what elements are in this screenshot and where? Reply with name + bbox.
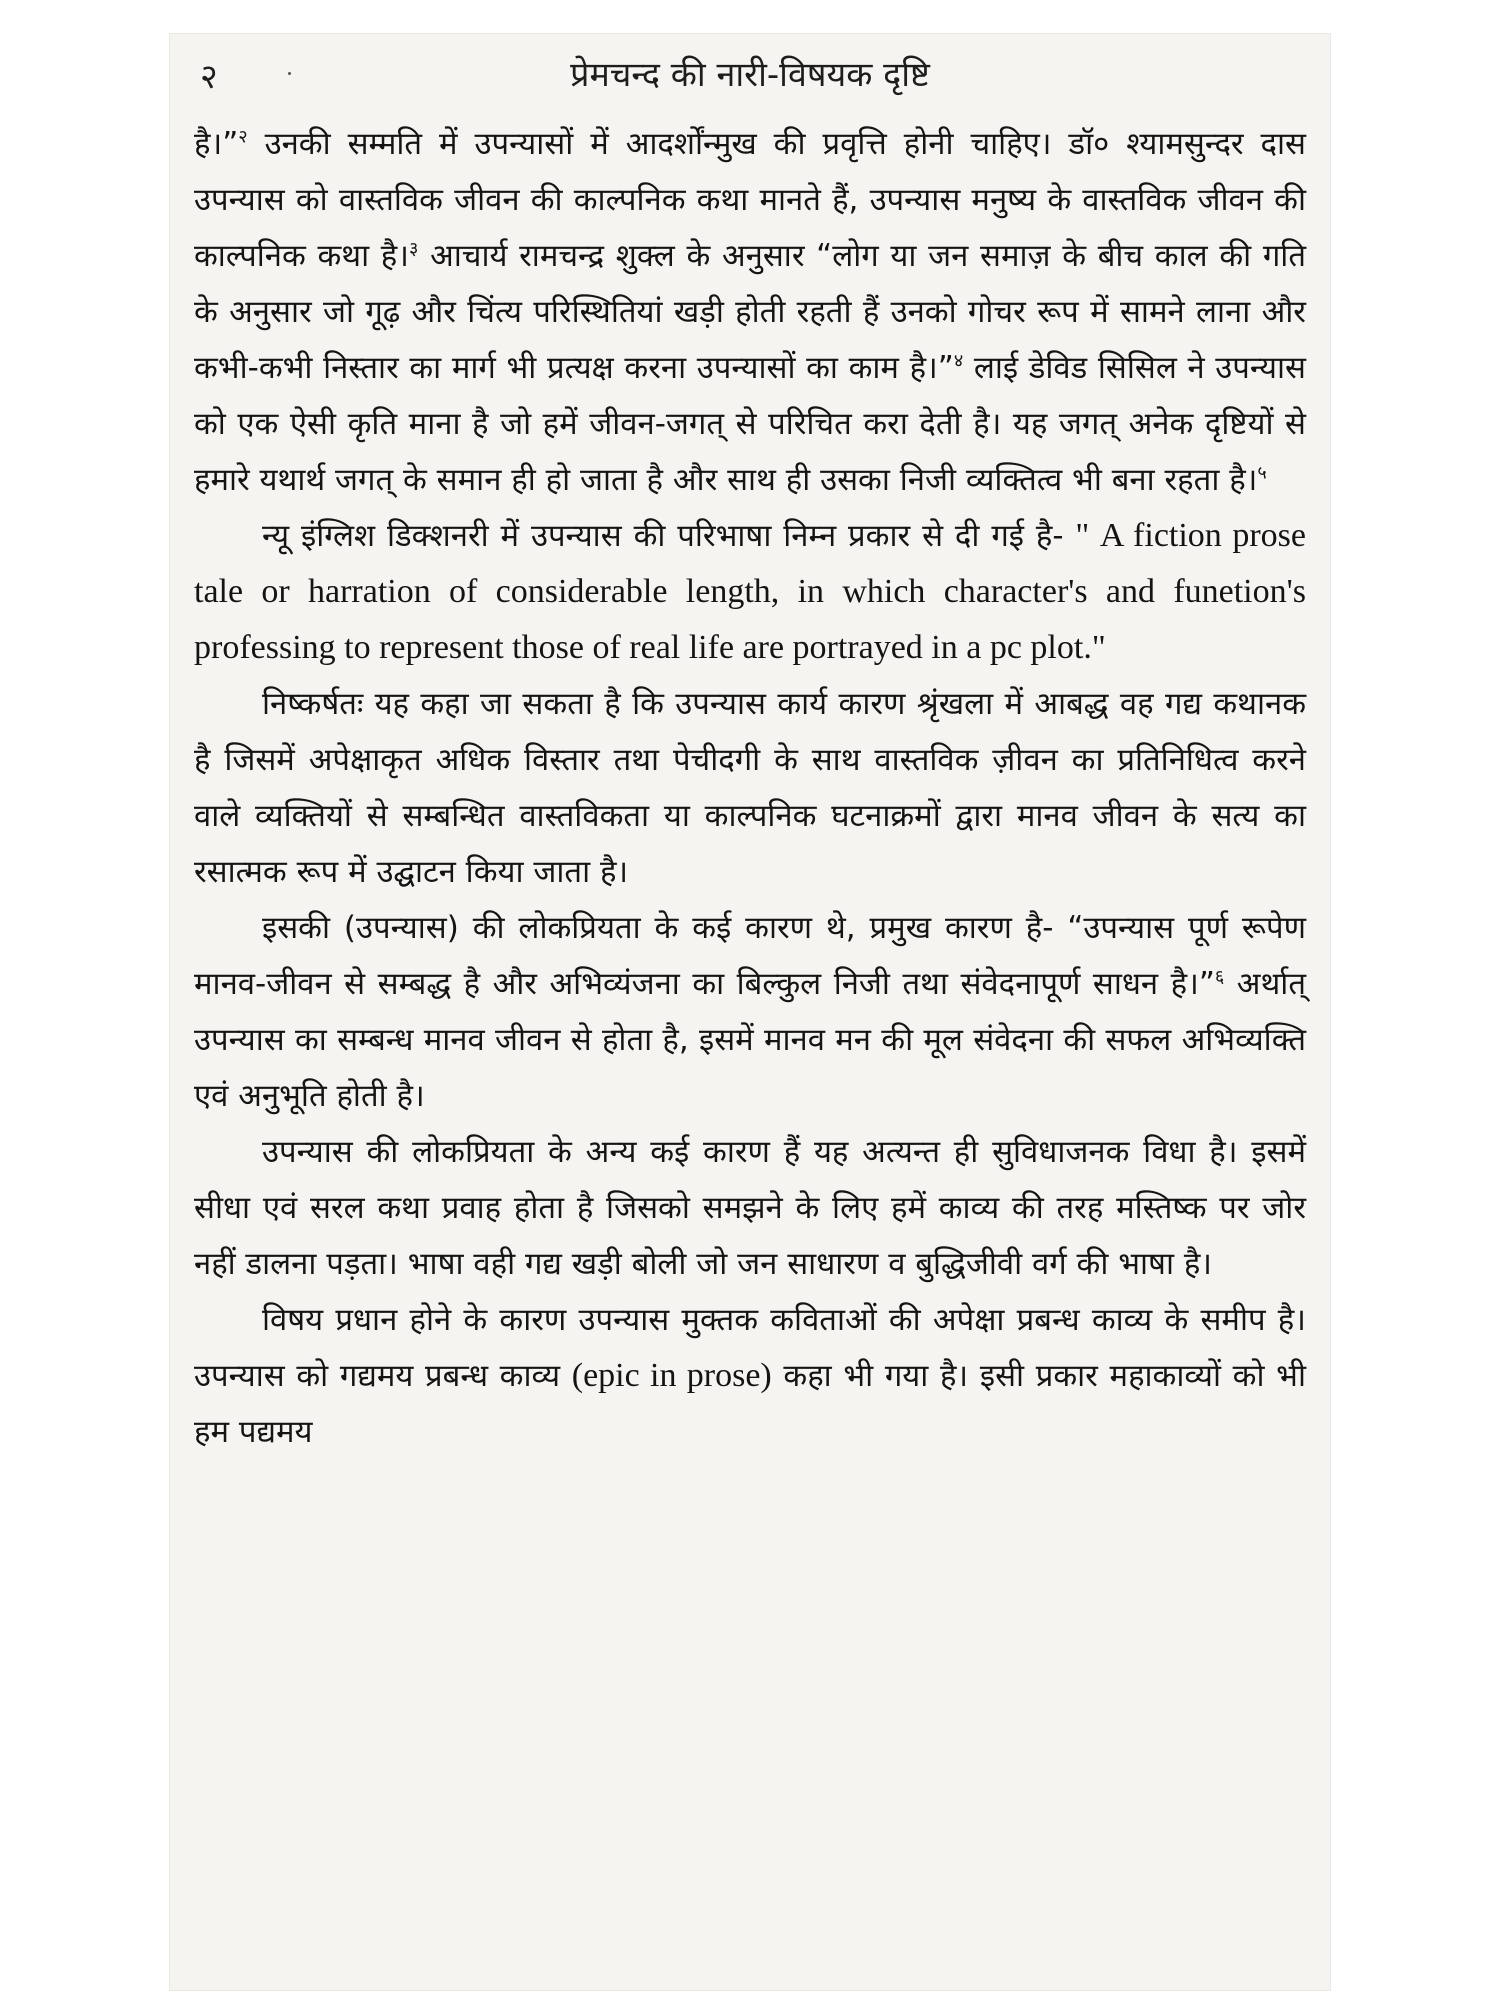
paragraph	[194, 1124, 1306, 1292]
text-segment: न्यू इंग्लिश डिक्शनरी में उपन्यास की परिभाषा निम्न प्रकार से दी गई है-	[262, 518, 1076, 554]
text-segment: विषय प्रधान होने के कारण उपन्यास मुक्तक कविताओं की अपेक्षा प्रबन्ध काव्य के समीप है। उपन्यास को गद्यमय प्रबन्ध काव्य	[194, 1302, 1306, 1394]
text-segment: इसकी (उपन्यास) की लोकप्रियता के कई कारण थे, प्रमुख कारण है- “उपन्यास पूर्ण रूपेण मानव-जीवन से सम्बद्ध है और अभिव्यंजना का बिल्कुल निजी तथा संवेदनापूर्ण साधन है।”	[194, 910, 1306, 1002]
body-text	[170, 116, 1330, 1460]
footnote-marker: ५	[1257, 462, 1267, 484]
text-segment: है।”	[194, 126, 239, 162]
footnote-marker: ३	[409, 238, 419, 260]
page-number: २	[200, 57, 218, 97]
page-header	[170, 44, 1330, 116]
running-title: प्रेमचन्द की नारी-विषयक दृष्टि	[570, 55, 930, 95]
book-page	[170, 34, 1330, 1990]
paragraph	[194, 676, 1306, 900]
english-text: " A fiction prose tale or harration of considerable length, in which character's and funetion's professing to represent those of real life are portrayed in a pc plot."	[194, 517, 1306, 666]
paragraph	[194, 1292, 1306, 1460]
text-segment: अर्थात् उपन्यास का सम्बन्ध मानव जीवन से होता है, इसमें मानव मन की मूल संवेदना की सफल अभिव्यक्ति एवं अनुभूति होती है।	[194, 966, 1306, 1114]
text-segment: निष्कर्षतः यह कहा जा सकता है कि उपन्यास कार्य कारण श्रृंखला में आबद्ध वह गद्य कथानक है जिसमें अपेक्षाकृत अधिक विस्तार तथा पेचीदगी के साथ वास्तविक ज़ीवन का प्रतिनिधित्व करने वाले व्यक्तियों से सम्बन्धित वास्तविकता या काल्पनिक घटनाक्रमों द्वारा मानव जीवन के सत्य का रसात्मक रूप में उद्घाटन किया जाता है।	[194, 686, 1306, 890]
text-segment: आचार्य रामचन्द्र शुक्ल के अनुसार “लोग या जन समाज़ के बीच काल की गति के अनुसार जो गूढ़ और चिंत्य परिस्थितियां खड़ी होती रहती हैं उनको गोचर रूप में सामने लाना और कभी-कभी निस्तार का मार्ग भी प्रत्यक्ष करना उपन्यासों का काम है।”	[194, 238, 1306, 386]
footnote-marker: २	[238, 126, 248, 148]
footnote-marker: ६	[1214, 966, 1225, 988]
text-segment: लाई डेविड सिसिल ने उपन्यास को एक ऐसी कृति माना है जो हमें जीवन-जगत् से परिचित करा देती है। यह जगत् अनेक दृष्टियों से हमारे यथार्थ जगत् के समान ही हो जाता है और साथ ही उसका निजी व्यक्तित्व भी बना रहता है।	[194, 350, 1307, 498]
paragraph	[194, 116, 1306, 508]
footnote-marker: ४	[953, 350, 964, 372]
paragraph	[194, 900, 1306, 1124]
text-segment: कहा भी गया है। इसी प्रकार महाकाव्यों को भी हम पद्यमय	[194, 1358, 1306, 1450]
paragraph	[194, 508, 1306, 676]
english-text: (epic in prose)	[571, 1357, 772, 1394]
text-segment: उनकी सम्मति में उपन्यासों में आदर्शोंन्मुख की प्रवृत्ति होनी चाहिए। डॉ० श्यामसुन्दर दास उपन्यास को वास्तविक जीवन की काल्पनिक कथा मानते हैं, उपन्यास मनुष्य के वास्तविक जीवन की काल्पनिक कथा है।	[194, 126, 1306, 274]
text-segment: उपन्यास की लोकप्रियता के अन्य कई कारण हैं यह अत्यन्त ही सुविधाजनक विधा है। इसमें सीधा एवं सरल कथा प्रवाह होता है जिसको समझने के लिए हमें काव्य की तरह मस्तिष्क पर जोर नहीं डालना पड़ता। भाषा वही गद्य खड़ी बोली जो जन साधारण व बुद्धिजीवी वर्ग की भाषा है।	[194, 1134, 1306, 1282]
